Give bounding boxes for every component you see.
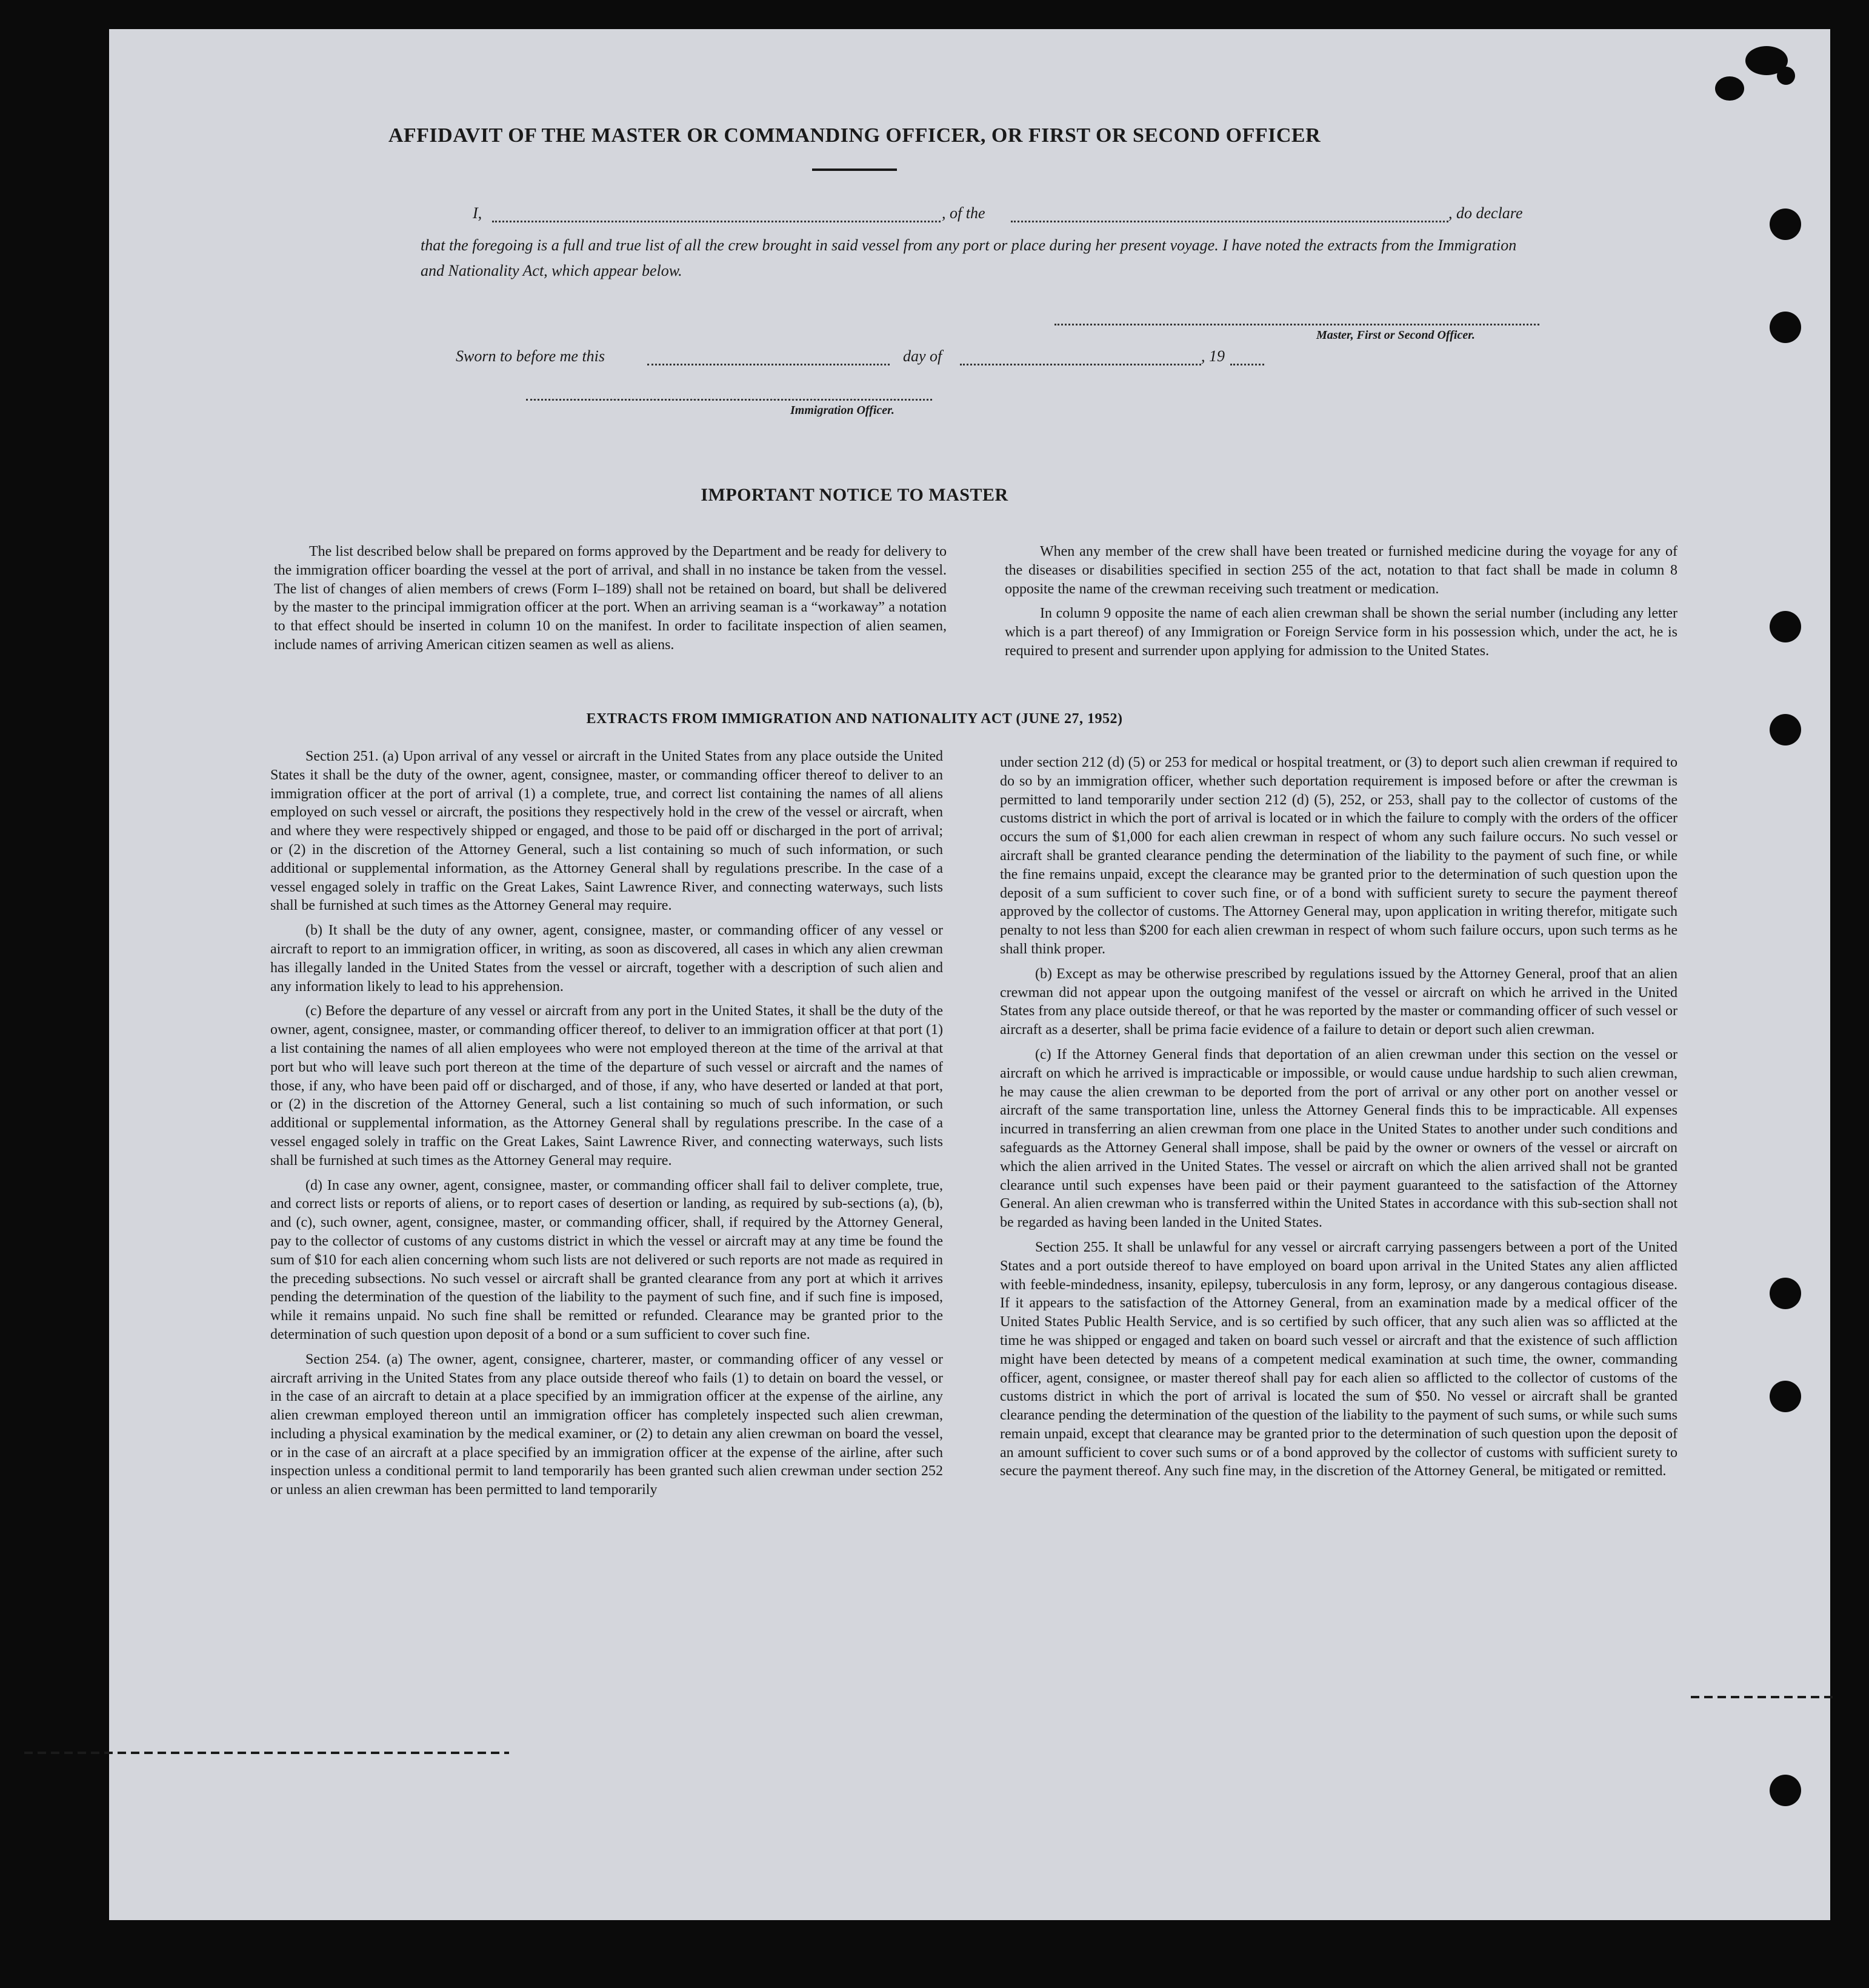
tear-mark [24,1752,509,1754]
vessel-blank[interactable] [1011,221,1448,222]
extract-paragraph: under section 212 (d) (5) or 253 for medical or hospital treatment, or (3) to deport such alien crewman if required to do so by an immigration officer, whether such deportation requirement is imposed before or after the crewman is permitted to land temporarily under section 212 (d) (5), 252, or 253, shall pay to the collector of customs of the customs district in which the port of arrival is located or in which the failure to comply with the orders of the officer occurs the sum of $1,000 for each alien crewman in respect of whom any such failure occurs. No such vessel or aircraft shall be granted clearance pending the determination of the liability to the payment of such fine, or while the fine remains unpaid, except the clearance may be granted prior to the determination of such question upon the deposit of a sum sufficient to cover such fine, or of a bond with sufficient surety to secure the payment thereof approved by the collector of customs. The Attorney General may, upon application in writing therefor, mitigate such penalty to not less than $200 for each alien crewman in respect of whom such failure occurs, upon such terms as he shall think proper. [1000,755,1677,957]
master-signature-caption: Master, First or Second Officer. [1316,329,1475,342]
extract-paragraph: (b) It shall be the duty of any owner, agent, consignee, master, or commanding officer of any vessel or aircraft to report to an immigration officer, in writing, as soon as discovered, all cases in which any alien crewman has illegally landed in the United States from the vessel or aircraft, together with a description of such alien and any information likely to lead to his apprehension. [270,922,943,995]
sworn-label: Sworn to before me this [456,347,605,365]
ink-stain [1777,67,1795,85]
declare-of-the-label: , of the [942,204,985,222]
punch-hole [1770,611,1801,642]
master-signature-line[interactable] [1054,324,1539,325]
extracts-title: EXTRACTS FROM IMMIGRATION AND NATIONALITY ACT (JUNE 27, 1952) [586,711,1123,727]
punch-hole [1770,1775,1801,1806]
declare-i-label: I, [473,204,482,222]
extract-paragraph: (d) In case any owner, agent, consignee, master, or commanding officer shall fail to deliver complete, true, and correct lists or reports of aliens, or to report cases of desertion or landing, as required by sub-sections (a), (b), and (c), such owner, agent, consignee, master, or commanding officer, shall, if required by the Attorney General, pay to the collector of customs of any customs district in which the vessel or aircraft may at any time be found the sum of $10 for each alien concerning whom such lists are not delivered or such reports are not made as required in the preceding subsections. No such vessel or aircraft shall be granted clearance from any port at which it arrives pending the determination of the question of the liability to the payment of such fine, and if such fine is imposed, while it remains unpaid. No such fine shall be remitted or refunded. Clearance may be granted prior to the determination of such question upon deposit of a bond or a sum sufficient to cover such fine. [270,1177,943,1343]
punch-hole [1770,1278,1801,1309]
notice-paragraph: The list described below shall be prepared on forms approved by the Department and be ready for delivery to the immigration officer boarding the vessel at the port of arrival, and shall in no instance be taken from the vessel. The list of changes of alien members of crews (Form I–189) shall not be retained on board, but shall be delivered by the master to the principal immigration officer at the port. When an arriving seaman is a “workaway” a notation to that effect should be inserted in column 10 on the manifest. In order to facilitate inspection of alien seamen, include names of arriving American citizen seamen as well as aliens. [274,544,947,653]
ink-stain [1715,76,1744,101]
sworn-month-blank[interactable] [960,364,1201,365]
extract-paragraph: (b) Except as may be otherwise prescribed by regulations issued by the Attorney General, proof that an alien crewman did not appear upon the outgoing manifest of the vessel or aircraft on which he arrived in the United States from any place outside thereof, or that he was reported by the master or commanding officer of such vessel or aircraft as a deserter, shall be prima facie evidence of a failure to detain or deport such alien crewman. [1000,966,1677,1038]
officer-caption: Immigration Officer. [790,404,895,417]
title-rule [812,168,897,171]
declaration-text: that the foregoing is a full and true list of all the crew brought in said vessel from any port or place during her present voyage. I have noted the extracts from the Immigration and Nationality Act, which appear below. [421,236,1517,279]
sworn-day-blank[interactable] [647,364,890,365]
punch-hole [1770,714,1801,746]
sworn-year-blank[interactable] [1230,364,1264,365]
notice-title: IMPORTANT NOTICE TO MASTER [701,485,1008,505]
extract-paragraph: (c) Before the departure of any vessel or aircraft from any port in the United States, it shall be the duty of the owner, agent, consignee, master, or commanding officer thereof, to deliver to an immigration officer at that port (1) a list containing the names of all alien employees who were not employed thereon at the time of the arrival at that port but who will leave such port thereon at the time of the departure of such vessel or aircraft and the names of those, if any, who have been paid off or discharged, and of those, if any, who have deserted or landed at that port, or (2) in the discretion of the Attorney General, such a list containing so much of such information, or such additional or supplemental information, as the Attorney General shall by regulations prescribe. In the case of a vessel engaged solely in traffic on the Great Lakes, Saint Lawrence River, and connecting waterways, such lists shall be furnished at such times as the Attorney General may require. [270,1003,943,1169]
year-prefix: , 19 [1201,347,1225,365]
name-blank[interactable] [492,221,941,222]
affidavit-title: AFFIDAVIT OF THE MASTER OR COMMANDING OFFICER, OR FIRST OR SECOND OFFICER [388,124,1321,147]
notice-paragraph: In column 9 opposite the name of each alien crewman shall be shown the serial number (including any letter which is a part thereof) of any Immigration or Foreign Service form in his possession which, under the act, he is required to present and surrender upon applying for admission to the United States. [1005,605,1677,659]
notice-left-column [274,542,947,661]
day-of-label: day of [903,347,942,365]
extract-paragraph: Section 254. (a) The owner, agent, consignee, charterer, master, or commanding officer of any vessel or aircraft arriving in the United States from any place outside thereof who fails (1) to detain on board the vessel, or in the case of an aircraft to detain at a place specified by an immigration officer at the expense of the airline, any alien crewman employed thereon until an immigration officer has completely inspected such alien crewman, including a physical examination by the medical examiner, or (2) to detain any alien crewman on board the vessel, or in the case of an aircraft at a place specified by an immigration officer at the expense of the airline, after such inspection unless a conditional permit to land temporarily has been granted such alien crewman under section 252 or unless an alien crewman has been permitted to land temporarily [270,1351,943,1498]
punch-hole [1770,208,1801,240]
extracts-left-column [270,747,943,1506]
officer-signature-line[interactable] [526,399,932,401]
punch-hole [1770,1381,1801,1412]
tear-mark [1691,1696,1836,1698]
notice-paragraph: When any member of the crew shall have been treated or furnished medicine during the voyage for any of the diseases or disabilities specified in section 255 of the act, notation to that fact shall be made in column 8 opposite the name of the crewman receiving such treatment or medication. [1005,544,1677,597]
extract-paragraph: Section 255. It shall be unlawful for any vessel or aircraft carrying passengers between a port of the United States and a port outside thereof to have employed on board upon arrival in the United States any alien afflicted with feeble-mindedness, insanity, epilepsy, tuberculosis in any form, leprosy, or any dangerous contagious disease. If it appears to the satisfaction of the Attorney General, from an examination made by a medical officer of the United States Public Health Service, and is so certified by such officer, that any such alien was so afflicted at the time he was shipped or engaged and taken on board such vessel or aircraft and that the existence of such affliction might have been detected by means of a competent medical examination at such time, the owner, commanding officer, agent, consignee, or master thereof shall pay for each alien so afflicted to the collector of customs of the customs district in which the port of arrival is located the sum of $50. No vessel or aircraft shall be granted clearance pending the determination of the question of the liability to the payment of such sums, or while such sums remain unpaid, except that clearance may be granted prior to the determination of such question upon the deposit of an amount sufficient to cover such sums or of a bond approved by the collector of customs with sufficient surety to secure the payment thereof. Any such fine may, in the discretion of the Attorney General, be mitigated or remitted. [1000,1239,1677,1479]
punch-hole [1770,312,1801,343]
notice-right-column [1005,542,1677,667]
do-declare-label: , do declare [1448,204,1523,222]
extracts-right-column [1000,753,1677,1487]
extract-paragraph: (c) If the Attorney General finds that deportation of an alien crewman under this section on the vessel or aircraft on which he arrived is impracticable or impossible, or would cause undue hardship to such alien crewman, he may cause the alien crewman to be deported from the port of arrival or any other port on another vessel or aircraft of the same transportation line, unless the Attorney General finds this to be impracticable. All expenses incurred in transferring an alien crewman from one place in the United States to another under such conditions and safeguards as the Attorney General shall impose, shall be paid by the owner or owners of the vessel or aircraft on which the alien arrived in the United States. The vessel or aircraft on which the alien arrived shall not be granted clearance until such expenses have been paid or their payment guaranteed to the satisfaction of the Attorney General. An alien crewman who is transferred within the United States in accordance with this sub-section shall not be regarded as having been landed in the United States. [1000,1046,1677,1231]
extract-paragraph: Section 251. (a) Upon arrival of any vessel or aircraft in the United States from any place outside the United States it shall be the duty of the owner, agent, consignee, master, or commanding officer thereof to deliver to an immigration officer at the port of arrival (1) a complete, true, and correct list containing the names of all aliens employed on such vessel or aircraft, the positions they respectively hold in the crew of the vessel or aircraft, when and where they were respectively shipped or engaged, and those to be paid off or discharged in the port of arrival; or (2) in the discretion of the Attorney General, such a list containing so much of such information, or such additional or supplemental information, as the Attorney General shall by regulations prescribe. In the case of a vessel engaged solely in traffic on the Great Lakes, Saint Lawrence River, and connecting waterways, such lists shall be furnished at such times as the Attorney General may require. [270,749,943,914]
